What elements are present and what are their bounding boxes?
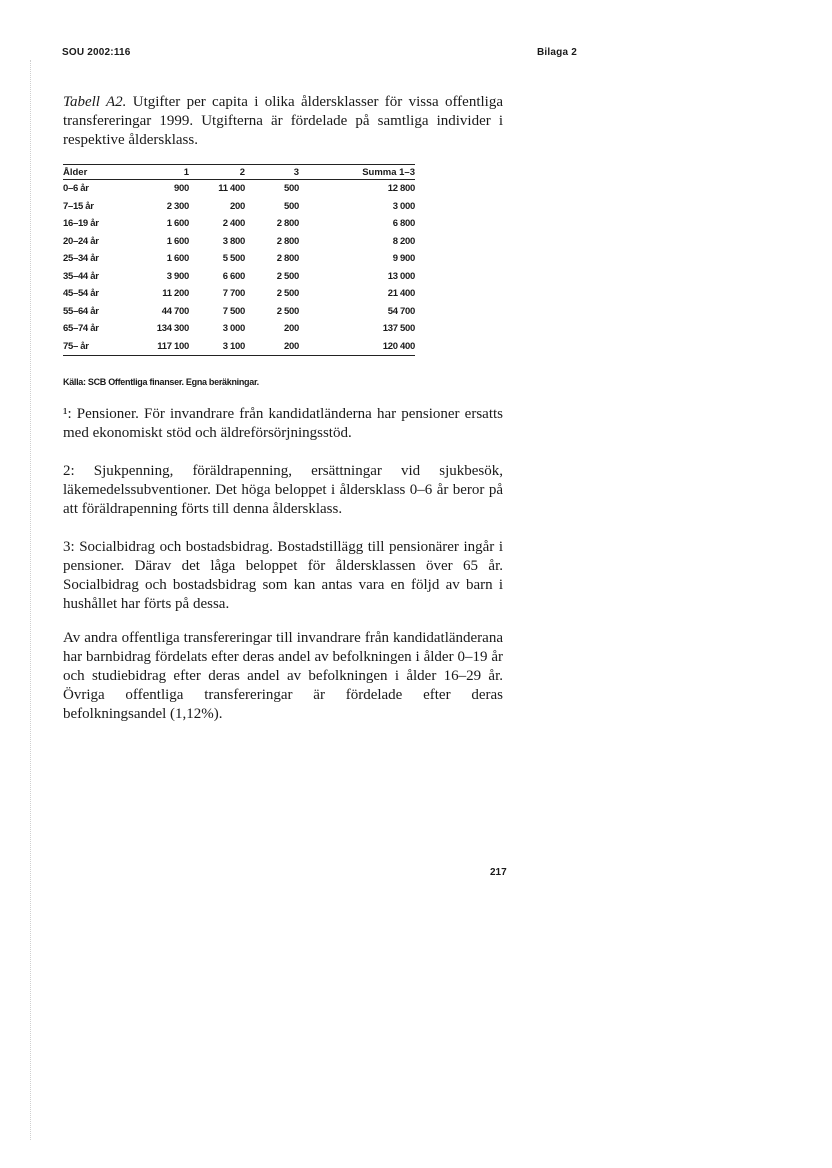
age-class-cell: 25–34 år [63, 253, 99, 265]
value-cell: 6 600 [222, 270, 245, 282]
value-cell: 137 500 [382, 323, 415, 335]
value-cell: 2 500 [276, 305, 299, 317]
table-row [63, 198, 415, 216]
value-cell: 500 [284, 200, 299, 212]
col-header-sum: Summa 1–3 [362, 166, 415, 178]
value-cell: 11 400 [218, 183, 245, 195]
col-header-2: 2 [239, 166, 245, 178]
value-cell: 11 200 [162, 288, 189, 300]
value-cell: 44 700 [161, 305, 189, 317]
value-cell: 7 500 [222, 305, 245, 317]
value-cell: 2 300 [166, 200, 189, 212]
page-number: 217 [490, 867, 507, 878]
value-cell: 13 000 [387, 270, 415, 282]
value-cell: 8 200 [392, 235, 415, 247]
value-cell: 1 600 [166, 218, 189, 230]
value-cell: 2 500 [276, 288, 299, 300]
age-class-cell: 75– år [63, 340, 89, 352]
value-cell: 120 400 [382, 340, 415, 352]
value-cell: 200 [284, 340, 299, 352]
note-3: 3: Socialbidrag och bostadsbidrag. Bostadstillägg till pensionärer ingår i pensioner. Därav det låga beloppet för åldersklassen över 65 år. Socialbidrag och bostadsbidrag som kan antas vara en följd av barn i hushållet har förts på dessa. [63, 539, 503, 612]
running-header-right: Bilaga 2 [537, 47, 577, 58]
table-caption-text: Utgifter per capita i olika åldersklasser för vissa offentliga transfereringar 1999. Utgifterna är fördelade på samtliga individer i respektive åldersklass. [63, 94, 503, 148]
value-cell: 21 400 [387, 288, 415, 300]
value-cell: 12 800 [387, 183, 415, 195]
value-cell: 900 [174, 183, 189, 195]
col-header-1: 1 [183, 166, 189, 178]
table-row [63, 233, 415, 251]
value-cell: 2 400 [222, 218, 245, 230]
value-cell: 3 000 [222, 323, 245, 335]
value-cell: 200 [230, 200, 245, 212]
value-cell: 200 [284, 323, 299, 335]
value-cell: 134 300 [156, 323, 189, 335]
age-class-cell: 7–15 år [63, 200, 94, 212]
note-1: ¹: Pensioner. För invandrare från kandidatländerna har pensioner ersatts med ekonomiskt stöd och äldreförsörjningsstöd. [63, 406, 503, 441]
scan-margin-marks [30, 60, 35, 1140]
age-class-cell: 16–19 år [63, 218, 99, 230]
value-cell: 2 800 [276, 253, 299, 265]
value-cell: 3 100 [222, 340, 245, 352]
age-class-cell: 55–64 år [63, 305, 99, 317]
age-class-cell: 45–54 år [63, 288, 99, 300]
table-row [63, 320, 415, 338]
value-cell: 1 600 [166, 253, 189, 265]
table-row [63, 285, 415, 303]
table-label: Tabell A2. [63, 94, 127, 110]
value-cell: 117 100 [157, 340, 189, 352]
value-cell: 6 800 [392, 218, 415, 230]
table-bottom-rule [63, 355, 415, 356]
value-cell: 3 900 [166, 270, 189, 282]
table-source: Källa: SCB Offentliga finanser. Egna beräkningar. [63, 377, 259, 387]
table-caption [63, 93, 503, 150]
value-cell: 5 500 [222, 253, 245, 265]
table-row [63, 180, 415, 198]
value-cell: 7 700 [222, 288, 245, 300]
table-row [63, 250, 415, 268]
running-header-left: SOU 2002:116 [62, 47, 131, 58]
value-cell: 9 900 [392, 253, 415, 265]
value-cell: 500 [284, 183, 299, 195]
table-header-row [63, 165, 415, 180]
table-row [63, 215, 415, 233]
value-cell: 2 800 [276, 235, 299, 247]
expenditure-table [63, 164, 415, 356]
age-class-cell: 65–74 år [63, 323, 99, 335]
table-row [63, 338, 415, 356]
table-row [63, 268, 415, 286]
value-cell: 3 800 [222, 235, 245, 247]
age-class-cell: 20–24 år [63, 235, 99, 247]
value-cell: 3 000 [392, 200, 415, 212]
col-header-age: Ålder [63, 166, 88, 178]
value-cell: 54 700 [387, 305, 415, 317]
value-cell: 2 500 [276, 270, 299, 282]
age-class-cell: 0–6 år [63, 183, 89, 195]
value-cell: 1 600 [166, 235, 189, 247]
age-class-cell: 35–44 år [63, 270, 99, 282]
col-header-3: 3 [293, 166, 299, 178]
closing-paragraph: Av andra offentliga transfereringar till invandrare från kandidatländerana har barnbidrag fördelats efter deras andel av befolkningen i ålder 0–19 år och studiebidrag efter deras andel av befolkningen i ålder 16–29 år. Övriga offentliga transfereringar är fördelade efter deras befolkningsandel (1,12%). [63, 630, 503, 722]
table-row [63, 303, 415, 321]
note-2: 2: Sjukpenning, föräldrapenning, ersättningar vid sjukbesök, läkemedelssubventioner. Det höga beloppet i åldersklass 0–6 år beror på att föräldrapenning förts till denna åldersklass. [63, 463, 503, 517]
value-cell: 2 800 [276, 218, 299, 230]
